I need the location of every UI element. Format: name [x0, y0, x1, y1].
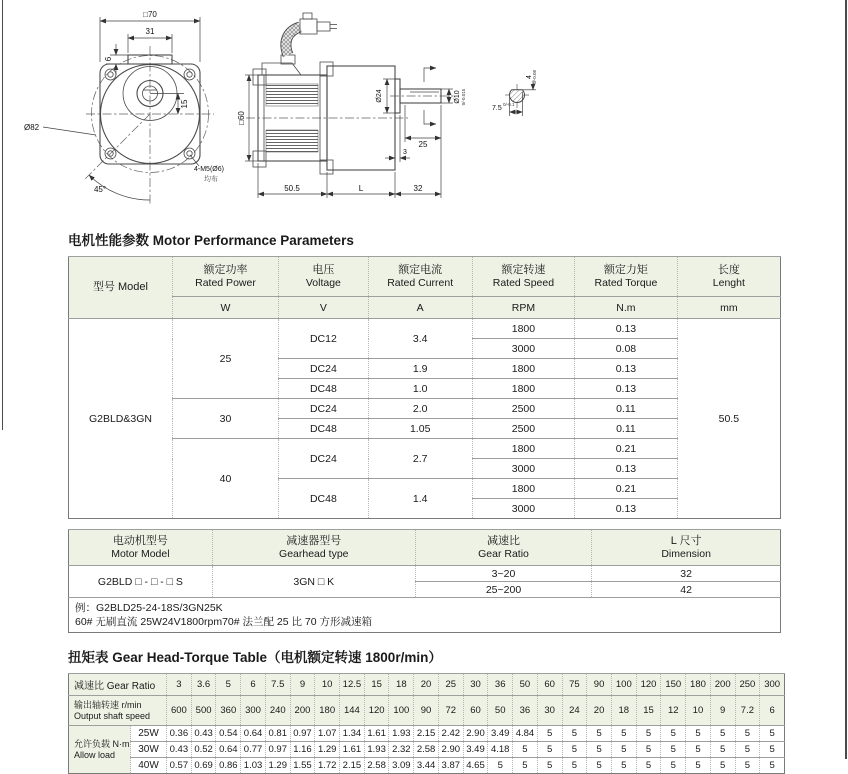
header-zh: 额定力矩: [603, 264, 648, 277]
load-value: 1.61: [364, 726, 389, 742]
current-cell: 1.0: [368, 379, 472, 399]
gear-ratio-value: 3: [167, 674, 192, 696]
unit-voltage: V: [279, 297, 369, 319]
header-en: Lenght: [712, 277, 745, 290]
load-value: 0.69: [191, 758, 216, 774]
gearhead-model-table: [68, 529, 781, 633]
unit-current: A: [368, 297, 472, 319]
load-value: 1.93: [364, 742, 389, 758]
output-speed-value: 7.2: [735, 696, 760, 726]
allow-load-label: [69, 726, 131, 774]
load-value: 5: [562, 726, 587, 742]
output-speed-label: [69, 696, 167, 726]
speed-cell: 3000: [472, 339, 575, 359]
model-cell: G2BLD&3GN: [69, 319, 173, 519]
load-value: 5: [488, 758, 513, 774]
load-value: 1.29: [315, 742, 340, 758]
dim-label: 15: [180, 99, 189, 109]
load-power-cell: 25W: [131, 726, 167, 742]
speed-cell: 1800: [472, 439, 575, 459]
load-value: 5: [760, 726, 785, 742]
load-value: 5: [735, 758, 760, 774]
current-cell: 1.9: [368, 359, 472, 379]
header-zh: 额定转速: [501, 264, 546, 277]
load-value: 0.43: [167, 742, 192, 758]
load-value: 5: [537, 742, 562, 758]
front-view-drawing: [24, 10, 224, 206]
gear-ratio-value: 30: [463, 674, 488, 696]
l-dimension-cell: 32: [592, 566, 781, 582]
header-en: Voltage: [305, 277, 341, 290]
perf-data-row: [69, 439, 781, 459]
voltage-cell: DC24: [279, 439, 369, 479]
gear-ratio-value: 18: [389, 674, 414, 696]
load-value: 2.58: [364, 758, 389, 774]
load-value: 1.72: [315, 758, 340, 774]
dim-label: 4: [526, 75, 533, 79]
dim-label: 3: [403, 149, 407, 156]
load-value: 5: [611, 758, 636, 774]
load-value: 5: [686, 742, 711, 758]
cable-connector: [300, 13, 337, 34]
output-speed-value: 20: [587, 696, 612, 726]
example-note-cell: [69, 598, 781, 633]
unit-speed: RPM: [472, 297, 575, 319]
allow-load-row: [69, 742, 785, 758]
load-value: 3.49: [488, 726, 513, 742]
output-speed-value: 12: [661, 696, 686, 726]
gear-ratio-value: 100: [611, 674, 636, 696]
gear-ratio-value: 15: [364, 674, 389, 696]
load-value: 1.93: [389, 726, 414, 742]
load-value: 4.84: [513, 726, 538, 742]
col-header-gear-ratio: [415, 530, 592, 566]
perf-section-title: 电机性能参数 Motor Performance Parameters: [68, 233, 354, 248]
load-power-cell: 40W: [131, 758, 167, 774]
gear-ratio-value: 36: [488, 674, 513, 696]
dim-label: □60: [237, 111, 246, 125]
current-cell: 2.0: [368, 399, 472, 419]
load-value: 5: [562, 742, 587, 758]
front-view-dimensions: [24, 10, 224, 200]
motor-dimension-drawings: [0, 0, 848, 215]
load-value: 0.36: [167, 726, 192, 742]
output-speed-value: 18: [611, 696, 636, 726]
load-value: 4.18: [488, 742, 513, 758]
allow-load-row: [69, 758, 785, 774]
motor-model-cell: G2BLD □ - □ - □ S: [69, 566, 213, 598]
perf-header-row: [69, 257, 781, 297]
output-speed-value: 6: [760, 696, 785, 726]
output-speed-value: 600: [167, 696, 192, 726]
gear-ratio-value: 180: [686, 674, 711, 696]
torque-section-title: 扭矩表 Gear Head-Torque Table（电机额定转速 1800r/min）: [68, 650, 442, 666]
speed-cell: 1800: [472, 319, 575, 339]
power-cell: 40: [172, 439, 278, 519]
dim-note: 均布: [204, 176, 218, 183]
load-power-cell: 30W: [131, 742, 167, 758]
gear-ratio-value: 9: [290, 674, 315, 696]
load-value: 0.43: [191, 726, 216, 742]
dim-label: 45°: [93, 185, 107, 194]
gear-ratio-row: [69, 674, 785, 696]
dim-tolerance: 0/-0.015: [461, 88, 466, 106]
header-zh: 额定电流: [398, 264, 443, 277]
allow-load-row: [69, 726, 785, 742]
gearhead-note-row: [69, 598, 781, 633]
torque-cell: 0.13: [575, 359, 678, 379]
load-value: 5: [636, 726, 661, 742]
output-speed-row: [69, 696, 785, 726]
gear-ratio-value: 25: [438, 674, 463, 696]
load-value: 2.58: [414, 742, 439, 758]
load-value: 5: [587, 726, 612, 742]
load-value: 3.09: [389, 758, 414, 774]
load-value: 5: [710, 726, 735, 742]
load-value: 0.77: [241, 742, 266, 758]
torque-cell: 0.13: [575, 499, 678, 519]
gear-ratio-value: 200: [710, 674, 735, 696]
dim-label: 31: [145, 27, 155, 36]
load-value: 5: [661, 742, 686, 758]
gear-ratio-value: 150: [661, 674, 686, 696]
speed-cell: 1800: [472, 479, 575, 499]
gear-ratio-value: 7.5: [265, 674, 290, 696]
col-header-rated-current: [368, 257, 472, 297]
load-value: 1.07: [315, 726, 340, 742]
dim-label: Ø24: [376, 89, 383, 103]
voltage-cell: DC48: [279, 479, 369, 519]
col-header-rated-torque: [575, 257, 678, 297]
torque-cell: 0.21: [575, 439, 678, 459]
output-speed-value: 300: [241, 696, 266, 726]
motor-rib-band: [266, 130, 318, 152]
dim-label: 4-M5(Ø6): [194, 166, 224, 173]
label-line: Allow load: [74, 749, 116, 760]
load-value: 5: [735, 726, 760, 742]
gearhead-row: [69, 566, 781, 582]
output-speed-value: 24: [562, 696, 587, 726]
voltage-cell: DC12: [279, 319, 369, 359]
output-speed-value: 500: [191, 696, 216, 726]
load-value: 5: [760, 758, 785, 774]
output-speed-value: 30: [537, 696, 562, 726]
output-speed-value: 360: [216, 696, 241, 726]
gear-ratio-value: 3.6: [191, 674, 216, 696]
unit-length: mm: [677, 297, 780, 319]
gear-ratio-value: 300: [760, 674, 785, 696]
side-view-drawing: [237, 13, 466, 198]
dim-label: 7.5: [492, 105, 502, 112]
output-speed-value: 200: [290, 696, 315, 726]
header-en: Gear Ratio: [478, 548, 529, 561]
header-zh: 额定功率: [203, 264, 248, 277]
load-value: 5: [710, 742, 735, 758]
load-value: 2.90: [463, 726, 488, 742]
voltage-cell: DC24: [279, 399, 369, 419]
torque-cell: 0.13: [575, 459, 678, 479]
load-value: 1.55: [290, 758, 315, 774]
dim-label: 32: [413, 184, 423, 193]
torque-cell: 0.11: [575, 419, 678, 439]
load-value: 0.81: [265, 726, 290, 742]
example-note-line1: 例：G2BLD25-24-18S/3GN25K: [75, 602, 223, 614]
dim-label: Ø10: [454, 90, 461, 104]
voltage-cell: DC24: [279, 359, 369, 379]
gear-ratio-label: 减速比 Gear Ratio: [69, 674, 167, 696]
load-value: 0.97: [265, 742, 290, 758]
header-en: Motor Model: [111, 548, 170, 561]
page-scan-border-right: [845, 0, 847, 759]
gear-ratio-value: 50: [513, 674, 538, 696]
col-header-length: [677, 257, 780, 297]
col-header-motor-model: [69, 530, 213, 566]
dim-tolerance: 0/-0.1: [503, 102, 515, 107]
perf-data-row: [69, 399, 781, 419]
motor-rib-band: [266, 84, 318, 106]
gear-ratio-value: 120: [636, 674, 661, 696]
header-zh: 电动机型号: [112, 535, 168, 548]
load-value: 2.32: [389, 742, 414, 758]
gear-ratio-value: 12.5: [340, 674, 365, 696]
header-en: Rated Speed: [492, 277, 555, 290]
load-value: 5: [760, 742, 785, 758]
speed-cell: 1800: [472, 359, 575, 379]
load-value: 5: [636, 742, 661, 758]
load-value: 5: [710, 758, 735, 774]
speed-cell: 2500: [472, 419, 575, 439]
voltage-cell: DC48: [279, 419, 369, 439]
output-speed-value: 15: [636, 696, 661, 726]
output-speed-value: 72: [438, 696, 463, 726]
load-value: 0.64: [241, 726, 266, 742]
dim-label: □70: [143, 10, 157, 19]
dim-label: 6: [104, 56, 113, 62]
gearhead-header-row: [69, 530, 781, 566]
perf-units-row: [69, 297, 781, 319]
load-value: 3.87: [438, 758, 463, 774]
gear-ratio-value: 250: [735, 674, 760, 696]
load-value: 4.65: [463, 758, 488, 774]
load-value: 1.29: [265, 758, 290, 774]
gear-ratio-cell: 3~20: [415, 566, 592, 582]
speed-cell: 3000: [472, 459, 575, 479]
header-en: Rated Torque: [594, 277, 658, 290]
l-dimension-cell: 42: [592, 582, 781, 598]
load-value: 5: [735, 742, 760, 758]
header-en: Dimension: [661, 548, 711, 561]
load-value: 1.16: [290, 742, 315, 758]
load-value: 0.54: [216, 726, 241, 742]
power-cell: 25: [172, 319, 278, 399]
load-value: 5: [661, 758, 686, 774]
gear-ratio-value: 60: [537, 674, 562, 696]
header-zh: 长度: [717, 264, 740, 277]
gear-ratio-value: 5: [216, 674, 241, 696]
torque-cell: 0.13: [575, 379, 678, 399]
load-value: 2.15: [414, 726, 439, 742]
motor-cable: [286, 27, 300, 55]
label-line: Output shaft speed: [74, 710, 151, 721]
gear-ratio-value: 90: [587, 674, 612, 696]
output-speed-value: 180: [315, 696, 340, 726]
col-header-l-dimension: [592, 530, 781, 566]
col-header-rated-speed: [472, 257, 575, 297]
col-header-model: 型号 Model: [69, 257, 173, 319]
load-value: 5: [537, 726, 562, 742]
load-value: 0.86: [216, 758, 241, 774]
output-speed-value: 36: [513, 696, 538, 726]
col-header-rated-power: [172, 257, 278, 297]
label-line: 允许负载 N·m: [74, 739, 130, 750]
length-cell: 50.5: [677, 319, 780, 519]
load-value: 3.49: [463, 742, 488, 758]
output-speed-value: 10: [686, 696, 711, 726]
load-value: 5: [587, 758, 612, 774]
gear-ratio-value: 6: [241, 674, 266, 696]
load-value: 2.15: [340, 758, 365, 774]
col-header-voltage: [279, 257, 369, 297]
unit-power: W: [172, 297, 278, 319]
current-cell: 3.4: [368, 319, 472, 359]
unit-torque: N.m: [575, 297, 678, 319]
load-value: 1.61: [340, 742, 365, 758]
dim-tolerance: 0/-0.08: [532, 69, 537, 85]
output-speed-value: 240: [265, 696, 290, 726]
header-en: Rated Current: [387, 277, 454, 290]
header-zh: L 尺寸: [670, 535, 702, 548]
output-speed-value: 144: [340, 696, 365, 726]
dim-label: 50.5: [284, 184, 300, 193]
output-speed-value: 60: [463, 696, 488, 726]
gear-ratio-cell: 25~200: [415, 582, 592, 598]
load-value: 0.64: [216, 742, 241, 758]
speed-cell: 1800: [472, 379, 575, 399]
col-header-gearhead-type: [212, 530, 415, 566]
dim-label: Ø82: [24, 123, 40, 132]
output-speed-value: 120: [364, 696, 389, 726]
load-value: 5: [513, 742, 538, 758]
torque-cell: 0.13: [575, 319, 678, 339]
speed-cell: 2500: [472, 399, 575, 419]
perf-table-body: [69, 319, 781, 519]
load-value: 3.44: [414, 758, 439, 774]
perf-data-row: [69, 319, 781, 339]
load-value: 2.42: [438, 726, 463, 742]
load-value: 5: [611, 726, 636, 742]
load-value: 0.97: [290, 726, 315, 742]
load-value: 5: [562, 758, 587, 774]
current-cell: 1.4: [368, 479, 472, 519]
torque-cell: 0.08: [575, 339, 678, 359]
load-value: 1.34: [340, 726, 365, 742]
load-value: 1.03: [241, 758, 266, 774]
torque-cell: 0.11: [575, 399, 678, 419]
gear-ratio-value: 75: [562, 674, 587, 696]
load-value: 5: [513, 758, 538, 774]
motor-performance-table: [68, 256, 781, 519]
current-cell: 1.05: [368, 419, 472, 439]
example-note-line2: 60# 无刷直流 25W24V1800rpm70# 法兰配 25 比 70 方形减速箱: [75, 616, 373, 629]
speed-cell: 3000: [472, 499, 575, 519]
header-en: Rated Power: [195, 277, 256, 290]
dim-label: 25: [418, 140, 428, 149]
header-en: Gearhead type: [279, 548, 349, 561]
load-value: 5: [587, 742, 612, 758]
page-scan-border-left: [2, 0, 3, 430]
header-zh: 电压: [312, 264, 335, 277]
load-value: 2.90: [438, 742, 463, 758]
load-value: 5: [611, 742, 636, 758]
load-value: 0.57: [167, 758, 192, 774]
load-value: 5: [636, 758, 661, 774]
power-cell: 30: [172, 399, 278, 439]
load-value: 5: [686, 726, 711, 742]
current-cell: 2.7: [368, 439, 472, 479]
load-value: 5: [686, 758, 711, 774]
output-speed-value: 9: [710, 696, 735, 726]
shaft-section-drawing: [492, 70, 537, 116]
header-zh: 减速比: [487, 535, 520, 548]
gearhead-type-cell: 3GN □ K: [212, 566, 415, 598]
load-value: 5: [661, 726, 686, 742]
load-value: 0.52: [191, 742, 216, 758]
load-value: 5: [537, 758, 562, 774]
gear-ratio-value: 10: [315, 674, 340, 696]
gear-ratio-value: 20: [414, 674, 439, 696]
output-speed-value: 50: [488, 696, 513, 726]
output-speed-value: 100: [389, 696, 414, 726]
output-speed-value: 90: [414, 696, 439, 726]
dim-label: L: [358, 184, 364, 193]
label-line: 输出轴转速 r/min: [74, 700, 142, 711]
torque-cell: 0.21: [575, 479, 678, 499]
voltage-cell: DC48: [279, 379, 369, 399]
header-zh: 减速器型号: [286, 535, 342, 548]
